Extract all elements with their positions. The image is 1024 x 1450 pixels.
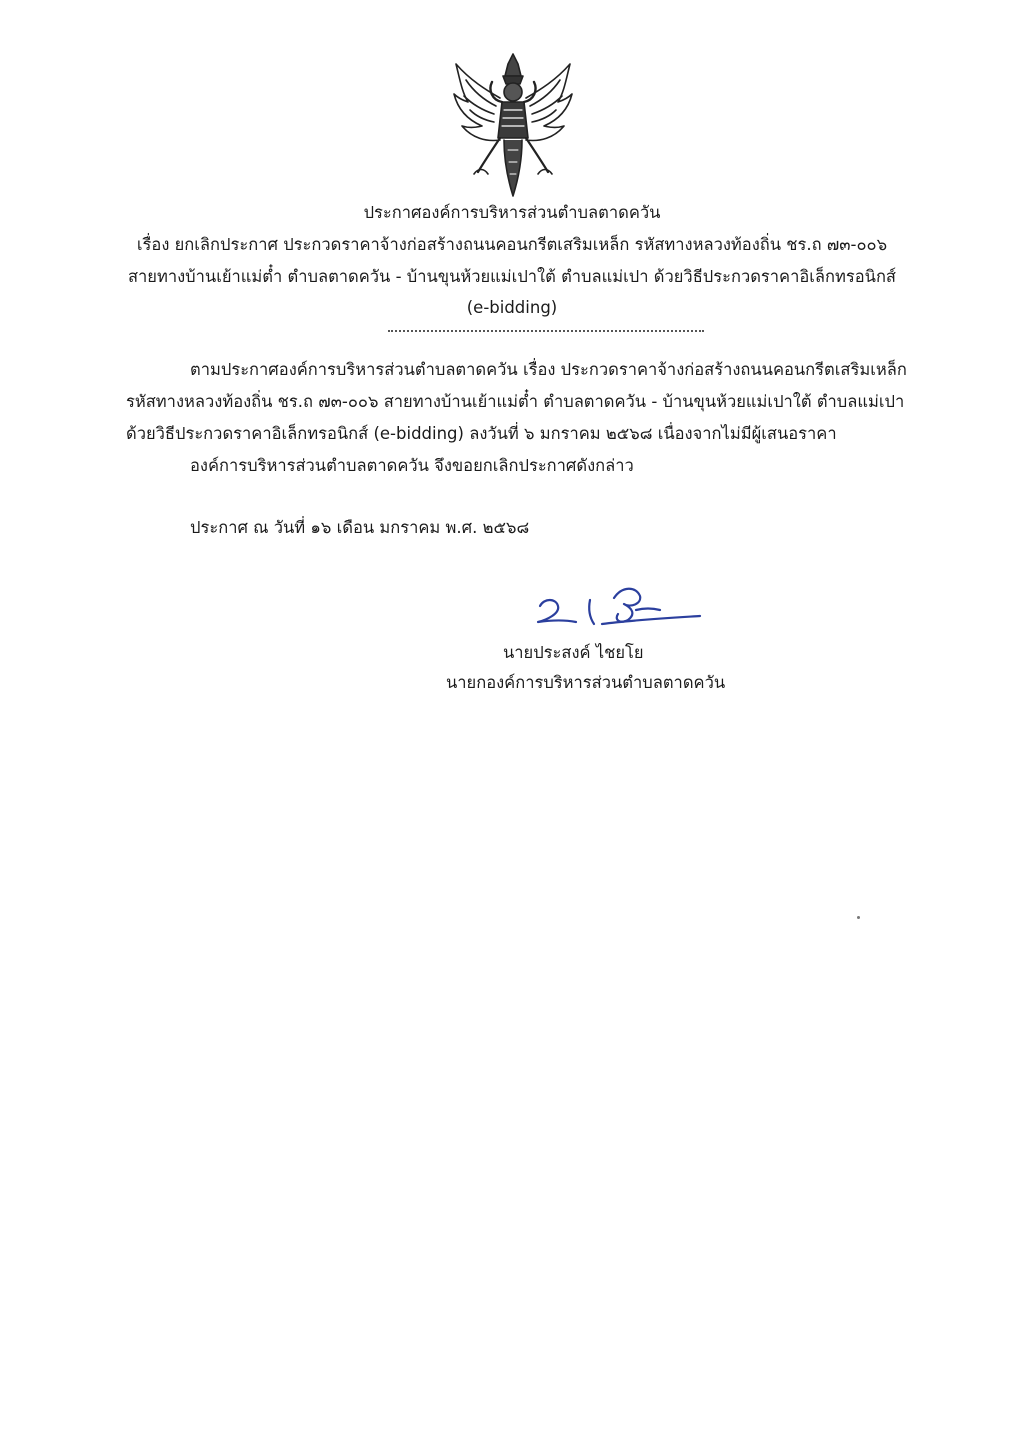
separator-dotted-line: [388, 330, 704, 332]
signer-position: นายกองค์การบริหารส่วนตำบลตาดควัน: [446, 673, 726, 692]
announcement-date: ประกาศ ณ วันที่ ๑๖ เดือน มกราคม พ.ศ. ๒๕๖๘: [190, 518, 530, 537]
subject-line-3: (e-bidding): [466, 298, 558, 317]
handwritten-signature: [532, 580, 707, 636]
signer-name: นายประสงค์ ไชยโย: [503, 643, 644, 662]
org-title: ประกาศองค์การบริหารส่วนตำบลตาดควัน: [363, 203, 661, 222]
subject-line-2: สายทางบ้านเย้าแม่ต๋ำ ตำบลตาดควัน - บ้านขุนห้วยแม่เปาใต้ ตำบลแม่เปา ด้วยวิธีประกวดราคาอิเล็กทรอนิกส์: [127, 267, 897, 286]
paragraph-2-line-1: องค์การบริหารส่วนตำบลตาดควัน จึงขอยกเลิกประกาศดังกล่าว: [190, 456, 634, 475]
paragraph-1-line-3: ด้วยวิธีประกวดราคาอิเล็กทรอนิกส์ (e-bidding) ลงวันที่ ๖ มกราคม ๒๕๖๘ เนื่องจากไม่มีผู้เสนอราคา: [126, 424, 837, 443]
paragraph-1-line-2: รหัสทางหลวงท้องถิ่น ชร.ถ ๗๓-๐๐๖ สายทางบ้านเย้าแม่ต๋ำ ตำบลตาดควัน - บ้านขุนห้วยแม่เปาใต้ ตำบลแม่เปา: [126, 392, 905, 411]
garuda-emblem: [448, 50, 578, 200]
paragraph-1-line-1: ตามประกาศองค์การบริหารส่วนตำบลตาดควัน เรื่อง ประกวดราคาจ้างก่อสร้างถนนคอนกรีตเสริมเหล็ก: [190, 360, 907, 379]
subject-line-1: เรื่อง ยกเลิกประกาศ ประกวดราคาจ้างก่อสร้างถนนคอนกรีตเสริมเหล็ก รหัสทางหลวงท้องถิ่น ชร.ถ ๗๓-๐๐๖: [136, 235, 888, 254]
scan-speck: [857, 916, 860, 919]
